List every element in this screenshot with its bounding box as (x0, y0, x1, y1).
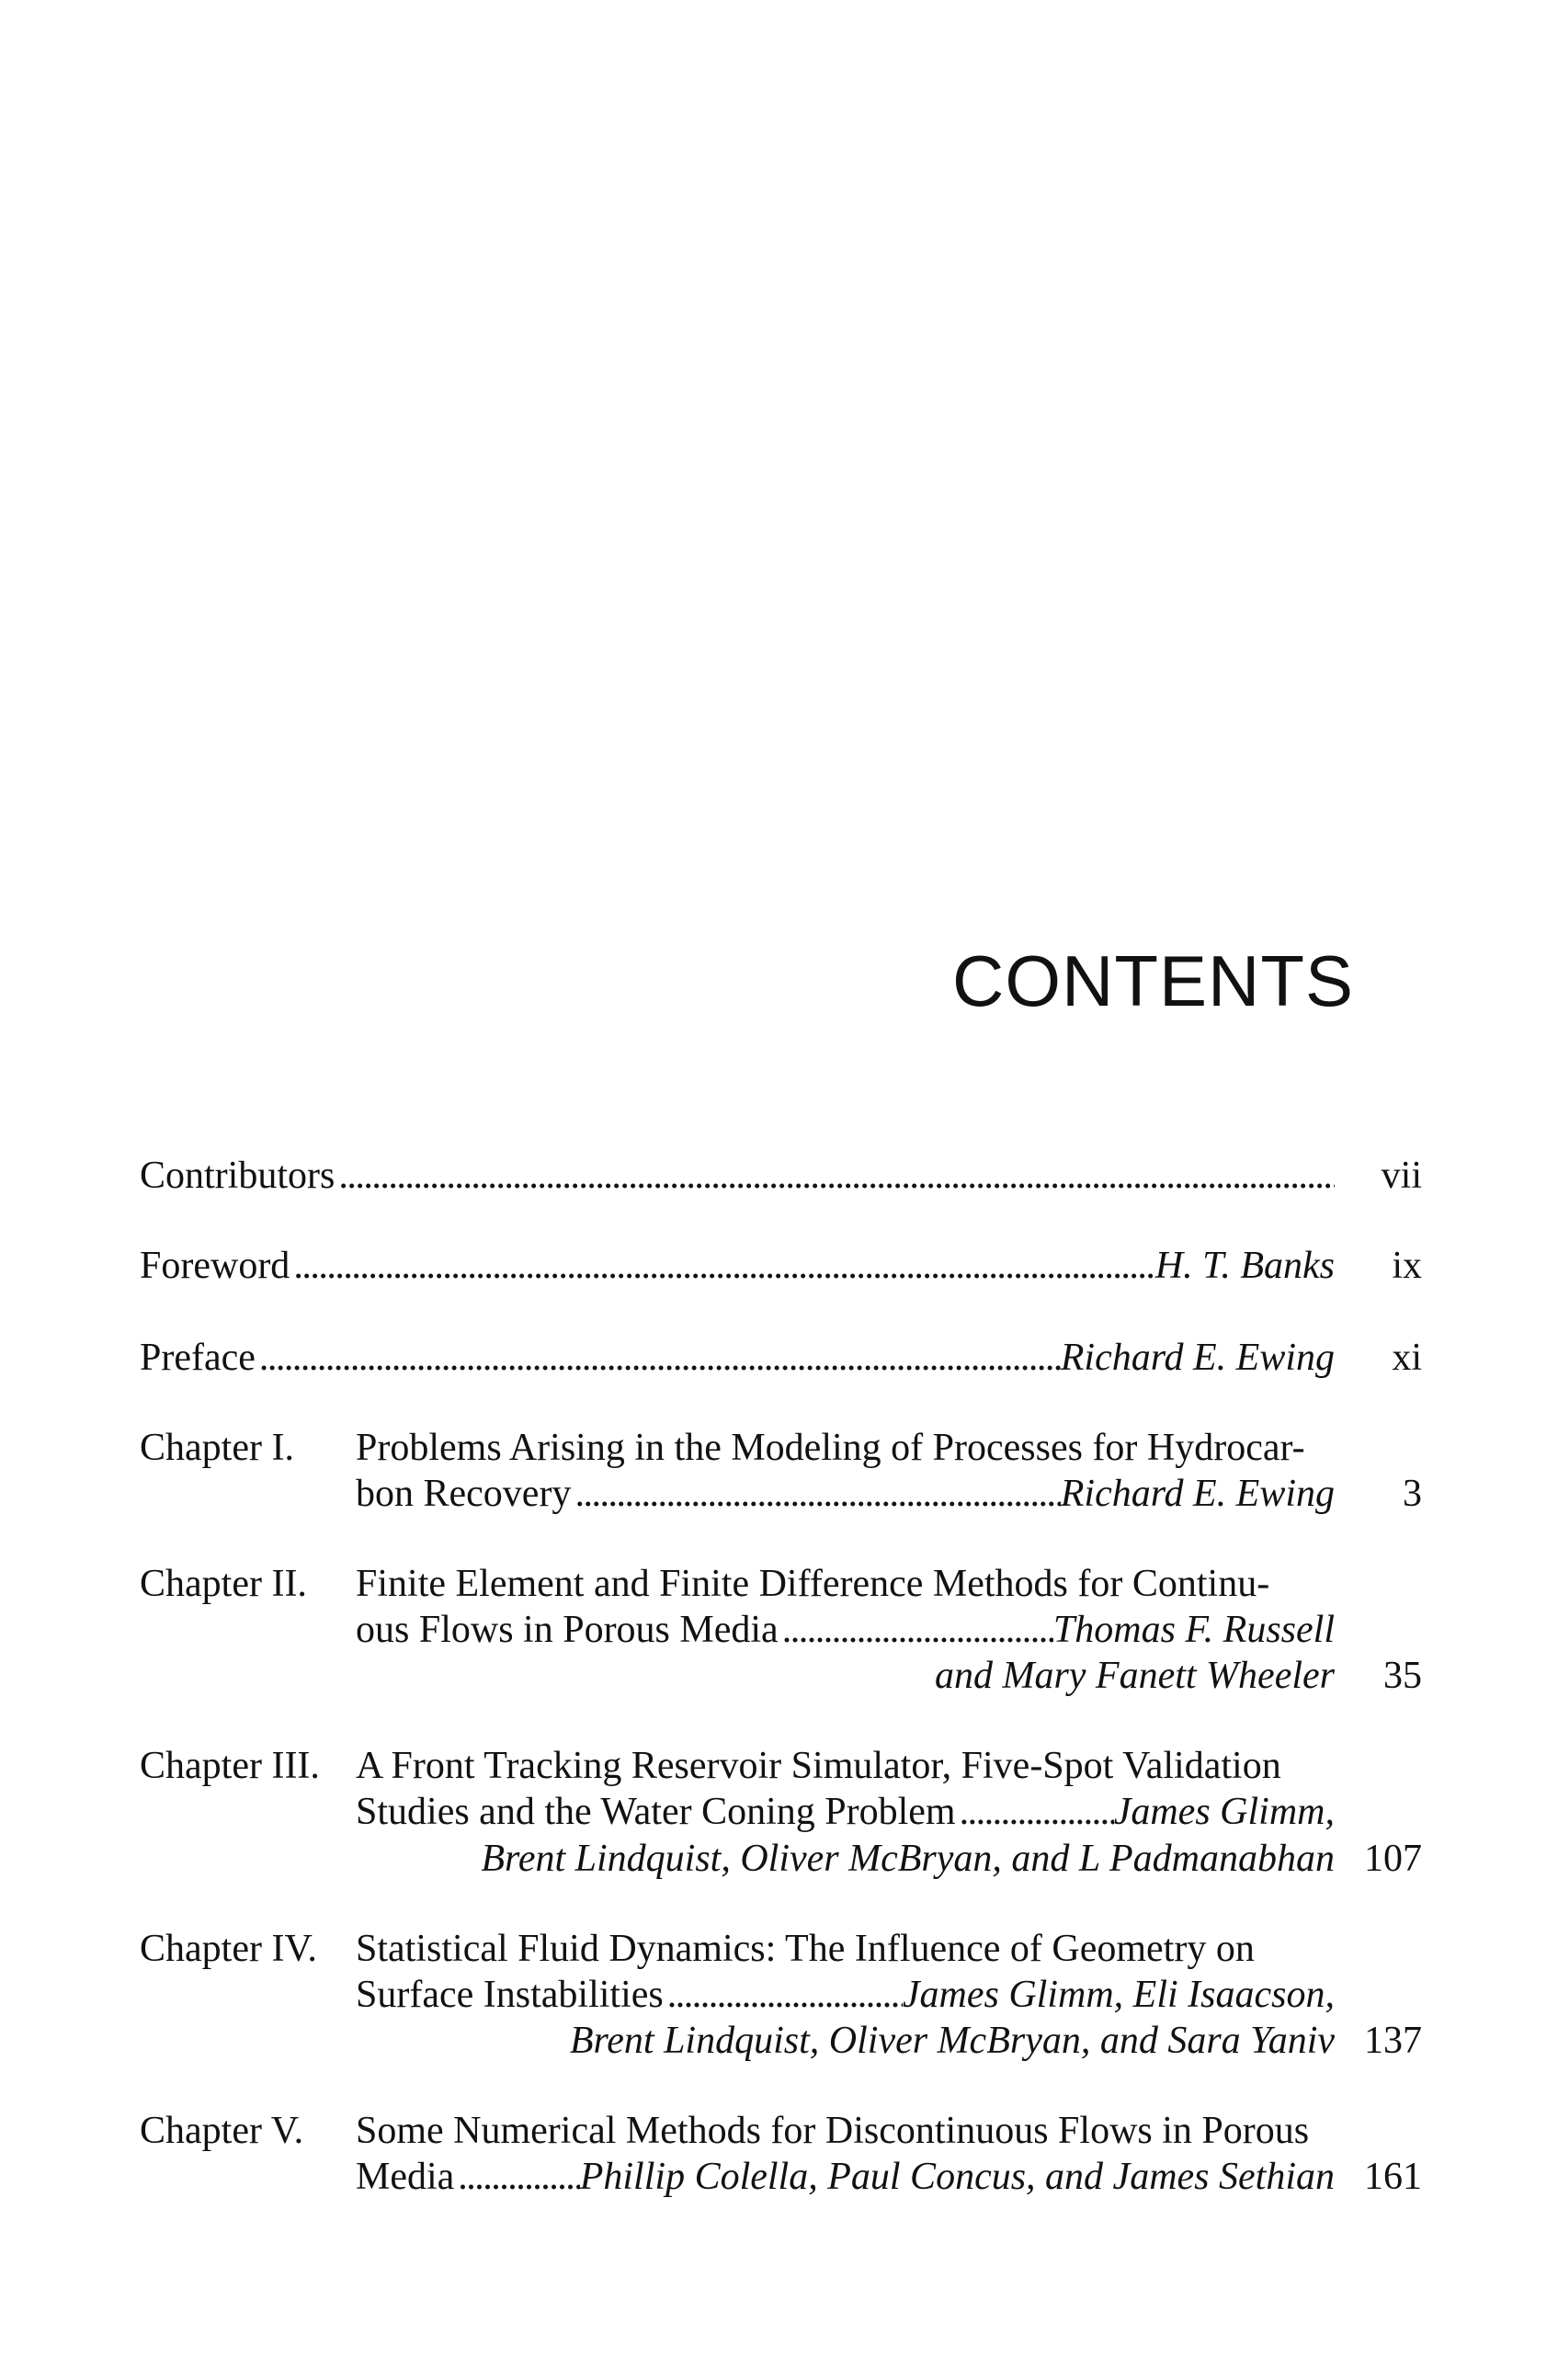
toc-entry-contributors[interactable] (140, 1148, 1422, 1203)
author-name-continued: and Mary Fanett Wheeler (934, 1655, 1335, 1697)
leader-dots (454, 2149, 579, 2204)
toc-entry-label: Contributors (140, 1155, 335, 1197)
chapter-label: Chapter II. (140, 1563, 307, 1605)
toc-entry-chapter-2-authors (140, 1648, 1422, 1703)
chapter-title: Finite Element and Finite Difference Methods for Continu- (356, 1563, 1270, 1605)
toc-entry-chapter-3-authors (140, 1831, 1422, 1886)
page-number: 107 (1364, 1838, 1422, 1880)
toc-entry-chapter-1-cont (140, 1466, 1422, 1521)
leader-dots (290, 1238, 1154, 1293)
toc-entry-chapter-4-authors (140, 2013, 1422, 2068)
chapter-title-continued: bon Recovery (356, 1473, 572, 1515)
page-title: CONTENTS (952, 940, 1354, 1021)
chapter-label: Chapter IV. (140, 1928, 317, 1970)
page-number: 161 (1364, 2156, 1422, 2198)
chapter-title: A Front Tracking Reservoir Simulator, Five-Spot Validation (356, 1745, 1281, 1787)
leader-dots (335, 1148, 1335, 1203)
table-of-contents (140, 0, 1422, 2380)
author-name: Phillip Colella, Paul Concus, and James Sethian (579, 2156, 1335, 2198)
chapter-title-continued: Studies and the Water Coning Problem (356, 1791, 956, 1833)
toc-entry-label: Foreword (140, 1245, 290, 1287)
page-number: 35 (1383, 1655, 1422, 1697)
author-name-continued: Brent Lindquist, Oliver McBryan, and L Padmanabhan (481, 1838, 1335, 1880)
leader-dots (571, 1466, 1060, 1521)
chapter-title-continued: Media (356, 2156, 455, 2198)
page-number: vii (1381, 1155, 1422, 1197)
leader-dots (256, 1330, 1061, 1385)
author-name-continued: Brent Lindquist, Oliver McBryan, and Sara Yaniv (569, 2020, 1335, 2062)
chapter-title-continued: Surface Instabilities (356, 1974, 664, 2016)
chapter-title: Statistical Fluid Dynamics: The Influence of Geometry on (356, 1928, 1255, 1970)
page-number: ix (1392, 1245, 1422, 1287)
toc-entry-preface[interactable] (140, 1330, 1422, 1385)
author-name: Richard E. Ewing (1060, 1337, 1335, 1379)
chapter-title: Some Numerical Methods for Discontinuous Flows in Porous (356, 2110, 1310, 2152)
chapter-label: Chapter III. (140, 1745, 320, 1787)
page-number: xi (1392, 1337, 1422, 1379)
chapter-label: Chapter I. (140, 1427, 294, 1469)
chapter-label: Chapter V. (140, 2110, 304, 2152)
author-name: H. T. Banks (1154, 1245, 1335, 1287)
page-number: 3 (1403, 1473, 1422, 1515)
author-name: James Glimm, (1113, 1791, 1335, 1833)
author-name: Richard E. Ewing (1060, 1473, 1335, 1515)
author-name: Thomas F. Russell (1052, 1609, 1335, 1651)
chapter-title-continued: ous Flows in Porous Media (356, 1609, 779, 1651)
page-number: 137 (1364, 2020, 1422, 2062)
toc-entry-chapter-5-cont (140, 2149, 1422, 2204)
toc-entry-label: Preface (140, 1337, 256, 1379)
chapter-title: Problems Arising in the Modeling of Processes for Hydrocar- (356, 1427, 1305, 1469)
author-name: James Glimm, Eli Isaacson, (902, 1974, 1335, 2016)
toc-entry-foreword[interactable] (140, 1238, 1422, 1293)
